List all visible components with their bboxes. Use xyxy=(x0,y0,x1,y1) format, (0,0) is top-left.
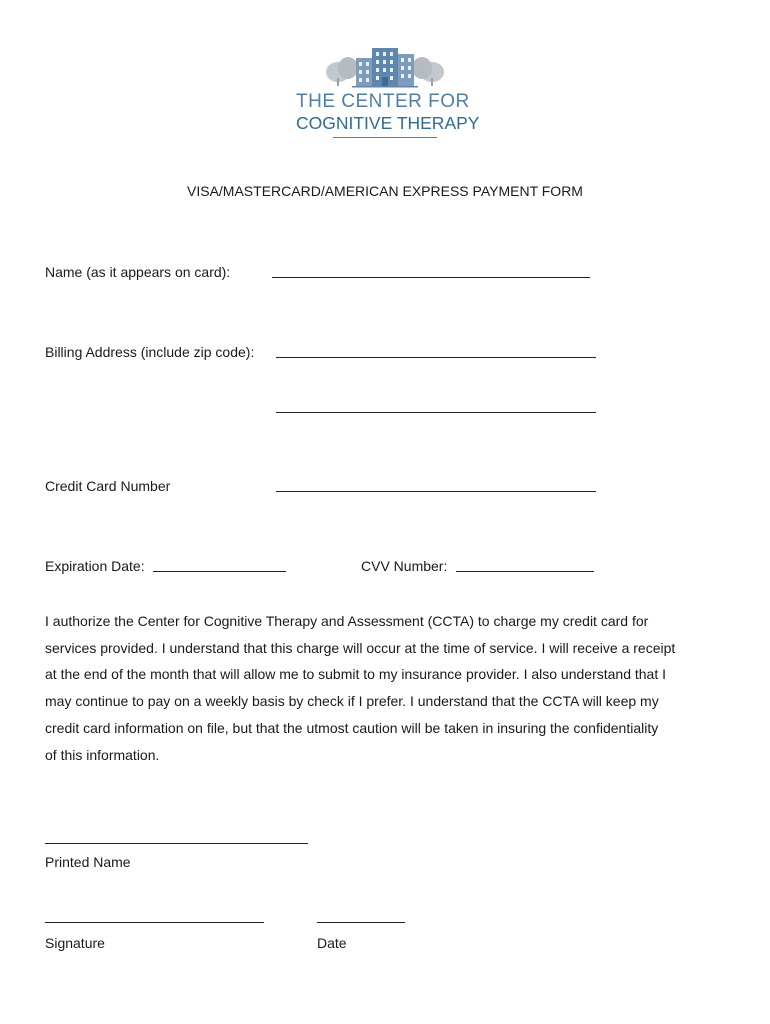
authorization-paragraph xyxy=(45,608,735,768)
building-with-trees-icon xyxy=(326,44,444,88)
form-title: VISA/MASTERCARD/AMERICAN EXPRESS PAYMENT FORM xyxy=(187,183,583,199)
date-label: Date xyxy=(317,935,347,951)
logo-underline xyxy=(333,137,437,138)
authorization-line: may continue to pay on a weekly basis by check if I prefer. I understand that the CCTA will keep my xyxy=(45,693,659,710)
billing-address-label: Billing Address (include zip code): xyxy=(45,344,255,360)
logo-text-line1: THE CENTER FOR xyxy=(296,91,470,112)
authorization-line: of this information. xyxy=(45,746,160,763)
logo-text-line2: COGNITIVE THERAPY xyxy=(296,113,480,133)
billing-address-field-line2[interactable] xyxy=(276,412,596,413)
card-number-label: Credit Card Number xyxy=(45,478,171,494)
cvv-field[interactable] xyxy=(456,571,594,572)
expiration-date-label: Expiration Date: xyxy=(45,558,145,574)
date-field[interactable] xyxy=(317,922,405,923)
authorization-line: at the end of the month that will allow me to submit to my insurance provider. I also understand that I xyxy=(45,666,666,683)
name-label: Name (as it appears on card): xyxy=(45,264,231,280)
signature-label: Signature xyxy=(45,935,105,951)
cvv-label: CVV Number: xyxy=(361,558,448,574)
signature-field[interactable] xyxy=(45,922,264,923)
printed-name-label: Printed Name xyxy=(45,854,131,870)
authorization-line: I authorize the Center for Cognitive Therapy and Assessment (CCTA) to charge my credit card for xyxy=(45,613,649,629)
printed-name-field[interactable] xyxy=(45,843,308,844)
name-field[interactable] xyxy=(272,277,590,278)
billing-address-field-line1[interactable] xyxy=(276,357,596,358)
authorization-line: credit card information on file, but that the utmost caution will be taken in insuring the confidentiality xyxy=(45,719,659,736)
authorization-line: services provided. I understand that this charge will occur at the time of service. I will receive a receipt xyxy=(45,639,676,656)
expiration-date-field[interactable] xyxy=(153,571,286,572)
card-number-field[interactable] xyxy=(276,491,596,492)
